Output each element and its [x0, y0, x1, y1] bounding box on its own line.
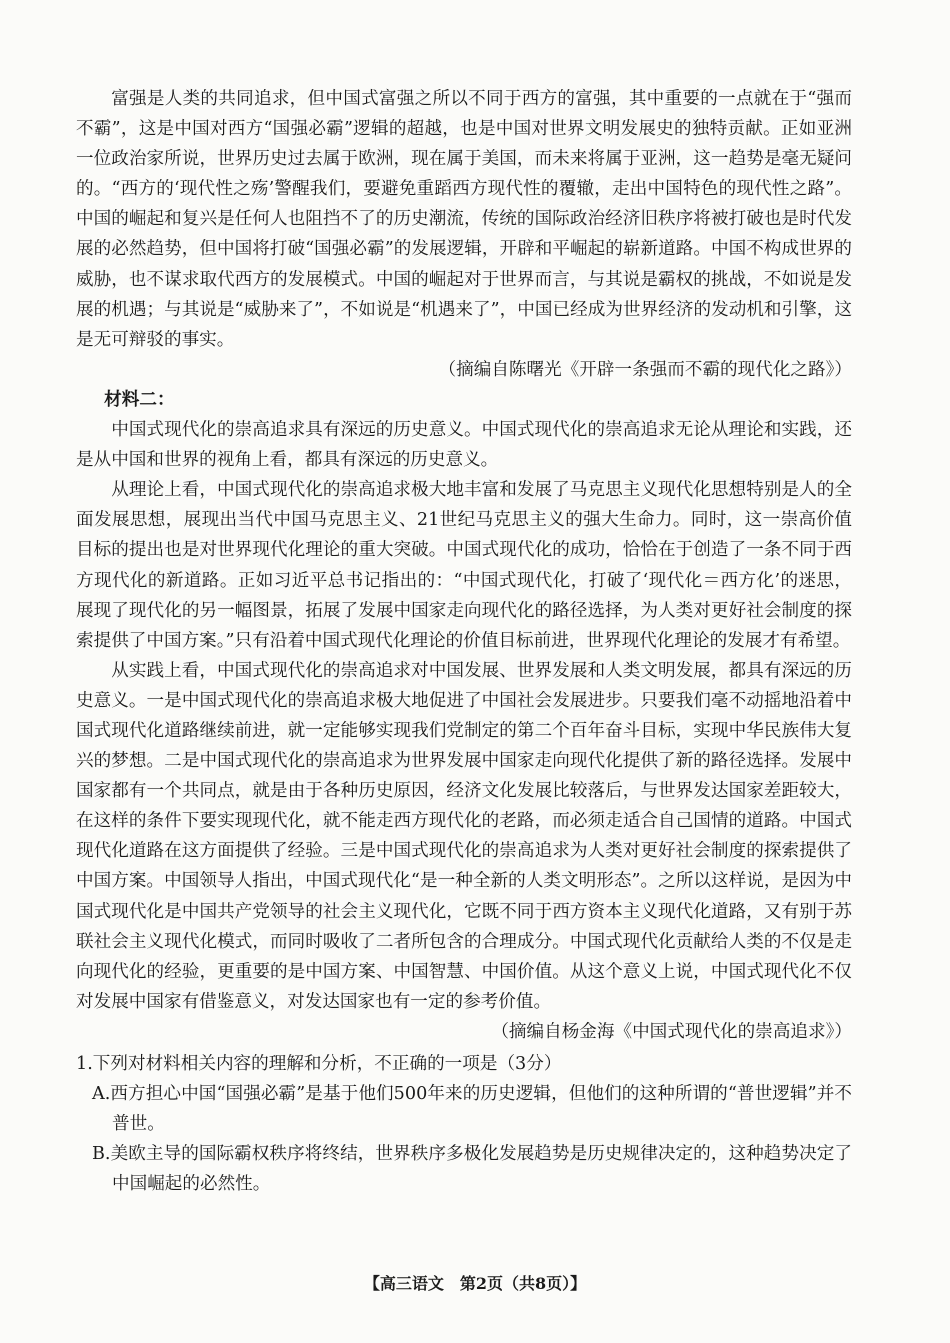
material1-source: （摘编自陈曙光《开辟一条强而不霸的现代化之路》）: [438, 359, 852, 380]
material2-paragraph-3: 从实践上看，中国式现代化的崇高追求对中国发展、世界发展和人类文明发展，都具有深远的历史意义。一是中国式现代化的崇高追求极大地促进了中国社会发展进步。只要我们毫不动摇地沿着中国式现代化道路继续前进，就一定能够实现我们党制定的第二个百年奋斗目标，实现中华民族伟大复兴的梦想。二是中国式现代化的崇高追求为世界发展中国家走向现代化提供了新的路径选择。发展中国家都有一个共同点，就是由于各种历史原因，经济文化发展比较落后，与世界发达国家差距较大，在这样的条件下要实现现代化，就不能走西方现代化的老路，而必须走适合自己国情的道路。中国式现代化道路在这方面提供了经验。三是中国式现代化的崇高追求为人类对更好社会制度的探索提供了中国方案。中国领导人指出，中国式现代化“是一种全新的人类文明形态”。之所以这样说，是因为中国式现代化是中国共产党领导的社会主义现代化，它既不同于西方资本主义现代化道路，又有别于苏联社会主义现代化模式，而同时吸收了二者所包含的合理成分。中国式现代化贡献给人类的不仅是走向现代化的经验，更重要的是中国方案、中国智慧、中国价值。从这个意义上说，中国式现代化不仅对发展中国家有借鉴意义，对发达国家也有一定的参考价值。: [76, 660, 852, 1012]
question-1-option-b: B.美欧主导的国际霸权秩序将终结，世界秩序多极化发展趋势是历史规律决定的，这种趋势决定了中国崛起的必然性。: [92, 1144, 852, 1195]
page-footer: 【高三语文 第2页（共8页）】: [363, 1274, 587, 1293]
material1-paragraph: 富强是人类的共同追求，但中国式富强之所以不同于西方的富强，其中重要的一点就在于“强而不霸”，这是中国对西方“国强必霸”逻辑的超越，也是中国对世界文明发展史的独特贡献。正如亚洲一位政治家所说，世界历史过去属于欧洲，现在属于美国，而未来将属于亚洲，这一趋势是毫无疑问的。“西方的‘现代性之殇’警醒我们，要避免重蹈西方现代性的覆辙，走出中国特色的现代性之路”。中国的崛起和复兴是任何人也阻挡不了的历史潮流，传统的国际政治经济旧秩序将被打破也是时代发展的必然趋势，但中国将打破“国强必霸”的发展逻辑，开辟和平崛起的崭新道路。中国不构成世界的威胁，也不谋求取代西方的发展模式。中国的崛起对于世界而言，与其说是霸权的挑战，不如说是发展的机遇；与其说是“威胁来了”，不如说是“机遇来了”，中国已经成为世界经济的发动机和引擎，这是无可辩驳的事实。: [76, 89, 852, 350]
material2-source: （摘编自杨金海《中国式现代化的崇高追求》）: [491, 1021, 852, 1042]
material2-paragraph-1: 中国式现代化的崇高追求具有深远的历史意义。中国式现代化的崇高追求无论从理论和实践，还是从中国和世界的视角上看，都具有深远的历史意义。: [76, 420, 852, 471]
question-1-option-a: A.西方担心中国“国强必霸”是基于他们500年来的历史逻辑，但他们的这种所谓的“普世逻辑”并不普世。: [92, 1084, 852, 1135]
material2-heading: 材料二：: [104, 388, 175, 410]
question-1-stem: 1.下列对材料相关内容的理解和分析，不正确的一项是（3分）: [76, 1054, 562, 1074]
exam-page: [76, 84, 852, 1199]
material2-paragraph-2: 从理论上看，中国式现代化的崇高追求极大地丰富和发展了马克思主义现代化思想特别是人的全面发展思想，展现出当代中国马克思主义、21世纪马克思主义的强大生命力。同时，这一崇高价值目标的提出也是对世界现代化理论的重大突破。中国式现代化的成功，恰恰在于创造了一条不同于西方现代化的新道路。正如习近平总书记指出的：“中国式现代化，打破了‘现代化＝西方化’的迷思，展现了现代化的另一幅图景，拓展了发展中国家走向现代化的路径选择，为人类对更好社会制度的探索提供了中国方案。”只有沿着中国式现代化理论的价值目标前进，世界现代化理论的发展才有希望。: [76, 480, 852, 651]
